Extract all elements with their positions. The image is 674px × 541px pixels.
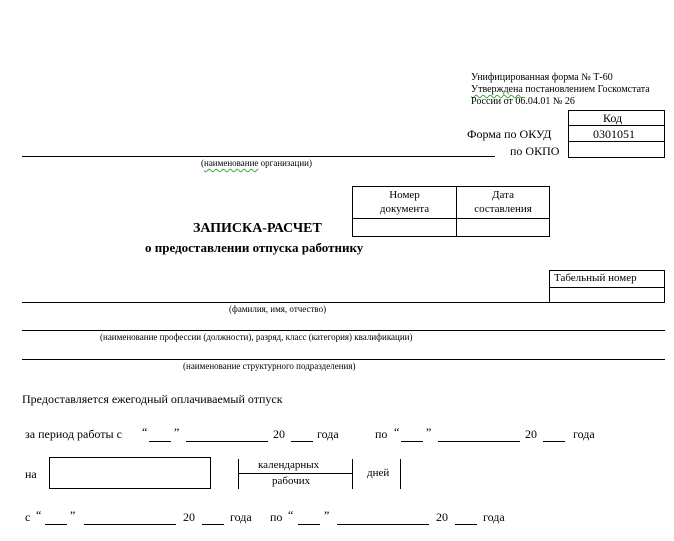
okpo-label: по ОКПО (510, 144, 560, 158)
period-prefix: за период работы с (25, 427, 122, 441)
tabel-number-label: Табельный номер (554, 272, 637, 284)
to-year-field[interactable] (455, 524, 477, 525)
working-option[interactable]: рабочих (272, 475, 311, 487)
division-line[interactable] (22, 359, 665, 360)
okpo-value-field[interactable] (570, 143, 663, 157)
profession-caption: (наименование профессии (должности), разряд, класс (категория) квалификации) (100, 332, 413, 342)
document-subtitle: о предоставлении отпуска работнику (145, 240, 364, 255)
period-year-field[interactable] (291, 441, 313, 442)
doc-date-header: Дата составления (474, 189, 532, 215)
form-header-line2 (471, 85, 650, 95)
doc-date-field[interactable] (458, 220, 548, 235)
to-month-field[interactable] (337, 524, 429, 525)
calendar-option[interactable]: календарных (258, 459, 320, 471)
document-title: ЗАПИСКА-РАСЧЕТ (193, 221, 322, 236)
to-day-field[interactable] (298, 524, 320, 525)
code-header: Код (603, 111, 623, 125)
okud-value: 0301051 (593, 127, 635, 141)
profession-line[interactable] (22, 330, 665, 331)
fio-caption: (фамилия, имя, отчество) (229, 304, 327, 314)
period-to-day-field[interactable] (401, 441, 423, 442)
from-year-field[interactable] (202, 524, 224, 525)
from-month-field[interactable] (84, 524, 176, 525)
vacation-intro: Предоставляется ежегодный оплачиваемый отпуск (22, 392, 283, 406)
approved-word: Утверждена (471, 84, 523, 95)
organization-line[interactable] (22, 156, 495, 157)
form-header-line1: Унифицированная форма № Т-60 (471, 72, 613, 83)
organization-caption: (наименование организации) (201, 158, 312, 168)
period-day-field[interactable] (149, 441, 171, 442)
na-label: на (25, 467, 37, 481)
period-month-field[interactable] (186, 441, 268, 442)
division-caption: (наименование структурного подразделения) (183, 361, 356, 371)
from-day-field[interactable] (45, 524, 67, 525)
doc-number-field[interactable] (354, 220, 455, 235)
fio-line[interactable] (22, 302, 549, 303)
period-to-year-field[interactable] (543, 441, 565, 442)
from-prefix: с (25, 510, 31, 524)
okud-label: Форма по ОКУД (467, 127, 552, 141)
form-header-line3: России от 06.04.01 № 26 (471, 96, 575, 107)
doc-number-header: Номер документа (379, 189, 430, 215)
days-count-box[interactable] (49, 457, 211, 489)
days-label: дней (367, 467, 390, 479)
approved-rest: постановлением Госкомстата (522, 84, 650, 95)
period-to-month-field[interactable] (438, 441, 520, 442)
